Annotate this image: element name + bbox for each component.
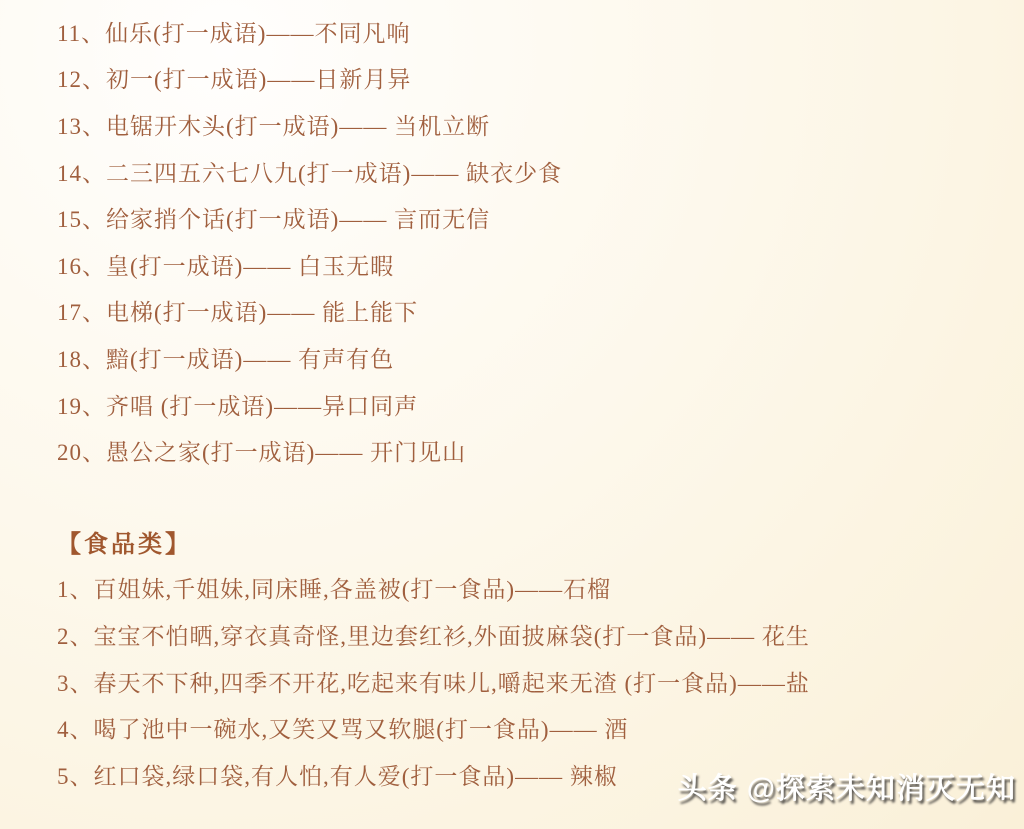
food-riddle-line-2: 2、宝宝不怕晒,穿衣真奇怪,里边套红衫,外面披麻袋(打一食品)—— 花生 [57, 623, 810, 649]
idiom-riddle-line-16: 16、皇(打一成语)—— 白玉无暇 [57, 253, 395, 279]
idiom-riddle-line-11: 11、仙乐(打一成语)——不同凡响 [57, 20, 411, 46]
idiom-riddle-line-19: 19、齐唱 (打一成语)——异口同声 [57, 393, 419, 419]
idiom-riddle-line-12: 12、初一(打一成语)——日新月异 [57, 67, 412, 93]
food-riddle-line-1: 1、百姐妹,千姐妹,同床睡,各盖被(打一食品)——石榴 [57, 577, 612, 603]
idiom-riddle-line-13: 13、电锯开木头(打一成语)—— 当机立断 [57, 113, 491, 139]
idiom-riddle-line-17: 17、电梯(打一成语)—— 能上能下 [57, 300, 419, 326]
idiom-riddle-line-20: 20、愚公之家(打一成语)—— 开门见山 [57, 440, 467, 466]
food-riddle-line-3: 3、春天不下种,四季不开花,吃起来有味儿,嚼起来无渣 (打一食品)——盐 [57, 670, 810, 696]
idiom-riddle-line-14: 14、二三四五六七八九(打一成语)—— 缺衣少食 [57, 160, 563, 186]
idiom-riddle-line-15: 15、给家捎个话(打一成语)—— 言而无信 [57, 207, 491, 233]
food-riddle-line-4: 4、喝了池中一碗水,又笑又骂又软腿(打一食品)—— 酒 [57, 717, 629, 743]
section-gap [57, 474, 1004, 518]
toutiao-watermark: 头条 @探索未知消灭无知 [677, 773, 1016, 805]
idiom-riddle-line-18: 18、黯(打一成语)—— 有声有色 [57, 346, 395, 372]
food-section-header: 【食品类】 [57, 531, 192, 558]
food-riddle-line-5: 5、红口袋,绿口袋,有人怕,有人爱(打一食品)—— 辣椒 [57, 763, 618, 789]
document-body [57, 8, 1004, 798]
